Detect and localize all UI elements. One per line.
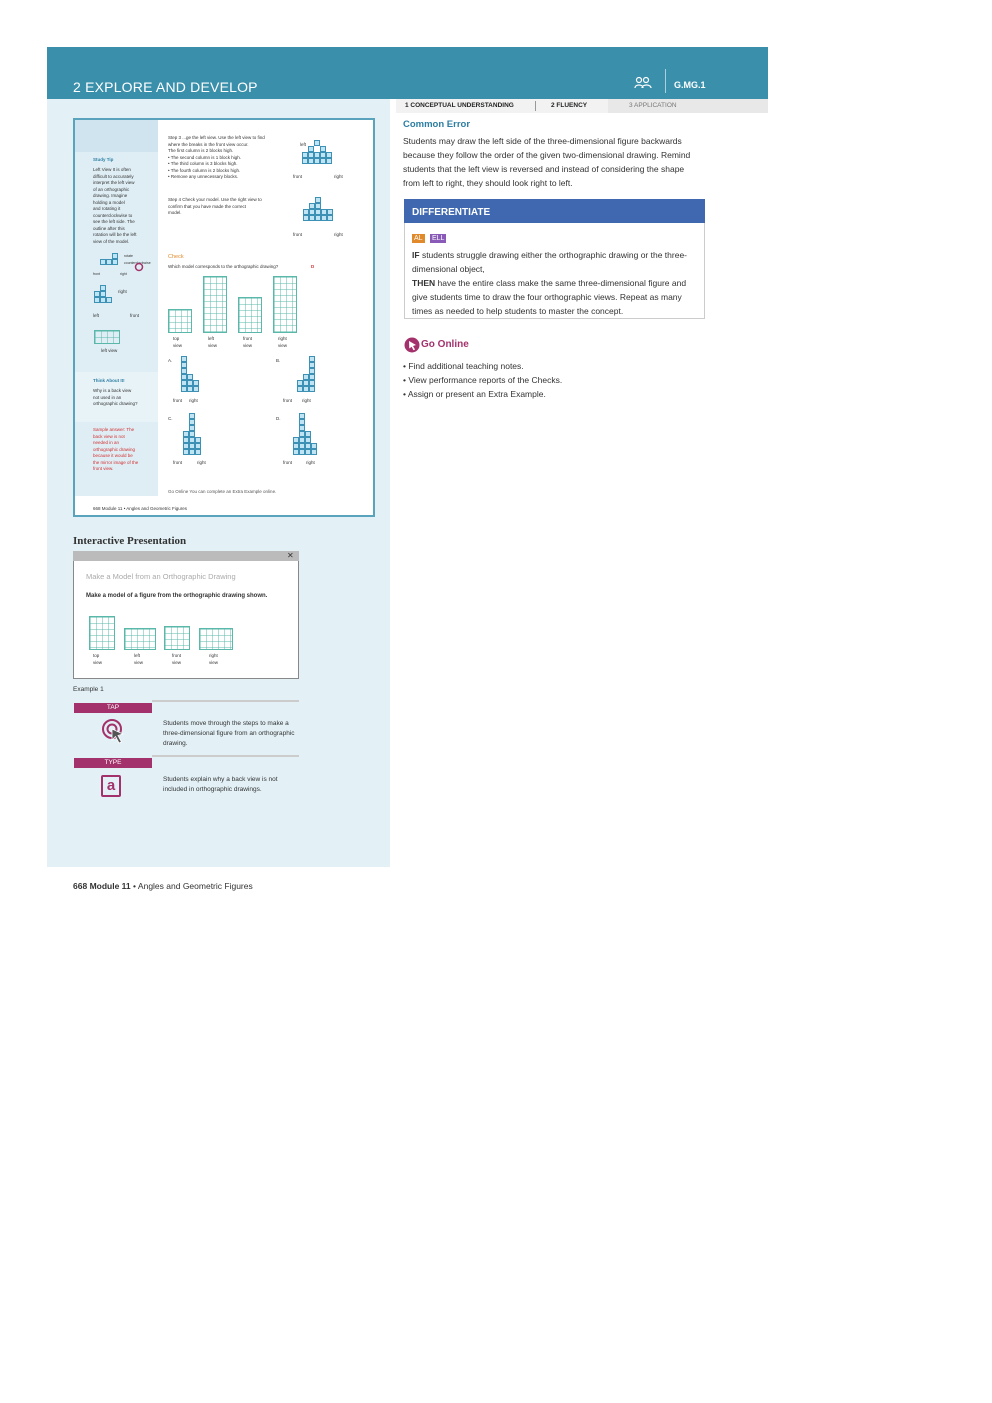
slide-right-view <box>199 628 233 650</box>
example-label: Example 1 <box>73 686 104 693</box>
step4-right-label: right <box>334 232 343 237</box>
footer-title: Angles and Geometric Figures <box>137 881 253 891</box>
group-icon <box>634 76 652 90</box>
tap-description: Students move through the steps to make a three-dimensional figure from an orthographic drawing. <box>163 720 295 747</box>
go-online-title: Go Online <box>421 339 469 350</box>
choice-d-right-label: right <box>306 460 315 465</box>
badge-al: AL <box>414 235 423 242</box>
step4-text: Step 4 Check your model. Use the right view to confirm that you have made the correct model. <box>168 197 262 215</box>
choice-a-label: A. <box>168 358 173 363</box>
differentiate-header <box>404 199 705 223</box>
step3-right-label: right <box>334 174 343 179</box>
page-footer <box>73 881 253 891</box>
choice-b-front-label: front <box>283 398 293 403</box>
check-answer: D <box>311 264 315 269</box>
common-error-title: Common Error <box>403 119 471 130</box>
slide-top-view-label: top view <box>93 653 103 665</box>
type-label: TYPE <box>74 758 152 768</box>
go-online-item[interactable]: • Find additional teaching notes. <box>403 361 524 371</box>
slide-left-view-label: left view <box>134 653 144 665</box>
tab-separator <box>535 101 536 111</box>
standard-code: G.MG.1 <box>674 80 706 90</box>
small-right-label: right <box>120 272 127 276</box>
slide-right-view-label: right view <box>209 653 219 665</box>
choice-d-label: D. <box>276 416 281 421</box>
choice-c-front-label: front <box>173 460 183 465</box>
choice-c-right-label: right <box>197 460 206 465</box>
thumbnail-sidebar-top <box>75 120 158 152</box>
think-question: Why is a back view not used in an orthographic drawing? <box>93 388 138 406</box>
study-tip-title: Study Tip <box>93 157 114 162</box>
go-online-item[interactable]: • Assign or present an Extra Example. <box>403 389 546 399</box>
tap-icon <box>101 718 127 746</box>
slide-left-view <box>124 628 156 650</box>
slide-prompt: Make a model of a figure from the orthographic drawing shown. <box>86 593 268 599</box>
right-view-grid <box>273 276 297 333</box>
tab-conceptual[interactable]: 1 CONCEPTUAL UNDERSTANDING <box>405 102 514 109</box>
slide-front-view-label: front view <box>172 653 182 665</box>
go-online-list <box>403 359 693 401</box>
footer-page-number: 668 <box>73 881 88 891</box>
slide-title: Make a Model from an Orthographic Drawing <box>86 572 236 581</box>
type-icon: a <box>101 775 121 797</box>
differentiate-then: THEN have the entire class make the same three-dimensional figure and give students time to draw the four orthographic views. Repeat as many times as needed to help students to master the concept. <box>412 278 687 316</box>
choice-a-front-label: front <box>173 398 183 403</box>
think-sample-answer: Sample answer: The back view is not needed in an orthographic drawing because it would be the mirror image of the front view. <box>93 427 139 471</box>
top-view-grid <box>168 309 192 333</box>
study-tip-text: Left View It is often difficult to accurately interpret the left view of an orthographic drawing. Imagine holding a model and rotating it counterclockwise to see the left side. The outline after this rotation will be the left view of the model. <box>93 167 137 244</box>
left-view-grid <box>94 330 120 344</box>
section-title: 2 EXPLORE AND DEVELOP <box>73 79 258 95</box>
slide-top-view <box>89 616 115 650</box>
check-question: Which model corresponds to the orthographic drawing? <box>168 264 279 269</box>
check-front-view-label: front view <box>243 336 253 348</box>
left-view-label: left view <box>101 348 118 353</box>
differentiate-title: DIFFERENTIATE <box>412 207 491 218</box>
choice-c-label: C. <box>168 416 173 421</box>
header-divider <box>665 69 666 93</box>
choice-d-front-label: front <box>283 460 293 465</box>
check-title: Check <box>168 254 184 260</box>
front-view-grid <box>238 297 262 333</box>
thumbnail-page-footer: 668 Module 11 • Angles and Geometric Figures <box>93 506 188 511</box>
left-view-grid-check <box>203 276 227 333</box>
rotated-right-label: right <box>118 289 127 294</box>
choice-b-label: B. <box>276 358 281 363</box>
close-icon[interactable]: ✕ <box>287 551 294 560</box>
interactive-heading: Interactive Presentation <box>73 535 187 547</box>
type-description: Students explain why a back view is not included in orthographic drawings. <box>163 776 278 793</box>
go-online-icon <box>404 337 420 353</box>
presentation-frame <box>73 551 299 679</box>
tab-fluency[interactable]: 2 FLUENCY <box>551 102 588 109</box>
badge-ell: ELL <box>432 235 445 242</box>
step3-text: Step 3 ...ge the left view. Use the left view to find where the breaks in the front view occur. The first column is 2 blocks high. • The second column is 1 block high. • The third column is 3 blocks high. • The fourth column is 2 blocks high. • Remove any unnecessary blocks. <box>168 135 265 179</box>
check-top-view-label: top view <box>173 336 183 348</box>
tap-divider <box>152 700 299 702</box>
check-left-view-label: left view <box>208 336 218 348</box>
rotated-front-label: front <box>130 313 140 318</box>
choice-b-right-label: right <box>302 398 311 403</box>
step3-left-label: left <box>300 142 307 147</box>
rotate-icon <box>134 262 144 272</box>
step4-front-label: front <box>293 232 303 237</box>
check-right-view-label: right view <box>278 336 288 348</box>
differentiate-if: IF students struggle drawing either the orthographic drawing or the three-dimensional object, <box>412 250 688 274</box>
rotate-label: rotate counterclockwise <box>124 254 151 265</box>
tap-label: TAP <box>74 703 152 713</box>
think-title: Think About It! <box>93 378 125 383</box>
presentation-titlebar <box>73 551 299 561</box>
go-online-item[interactable]: • View performance reports of the Checks. <box>403 375 563 385</box>
type-divider <box>152 755 299 757</box>
footer-separator: • <box>133 881 137 891</box>
slide-front-view <box>164 626 190 650</box>
common-error-text: Students may draw the left side of the three-dimensional figure backwards because they follow the order of the given two-dimensional drawing. Remind students that the left view is reversed and instead of considering the shape from left to right, they should look right to left. <box>403 136 691 188</box>
footer-module: Module 11 <box>89 881 131 891</box>
thumbnail-go-online: Go Online You can complete an Extra Example online. <box>168 489 277 494</box>
small-front-label: front <box>93 272 101 276</box>
tab-application[interactable]: 3 APPLICATION <box>629 102 677 109</box>
choice-a-right-label: right <box>189 398 198 403</box>
step3-front-label: front <box>293 174 303 179</box>
rotated-left-label: left <box>93 313 100 318</box>
progression-tabs <box>396 99 768 113</box>
